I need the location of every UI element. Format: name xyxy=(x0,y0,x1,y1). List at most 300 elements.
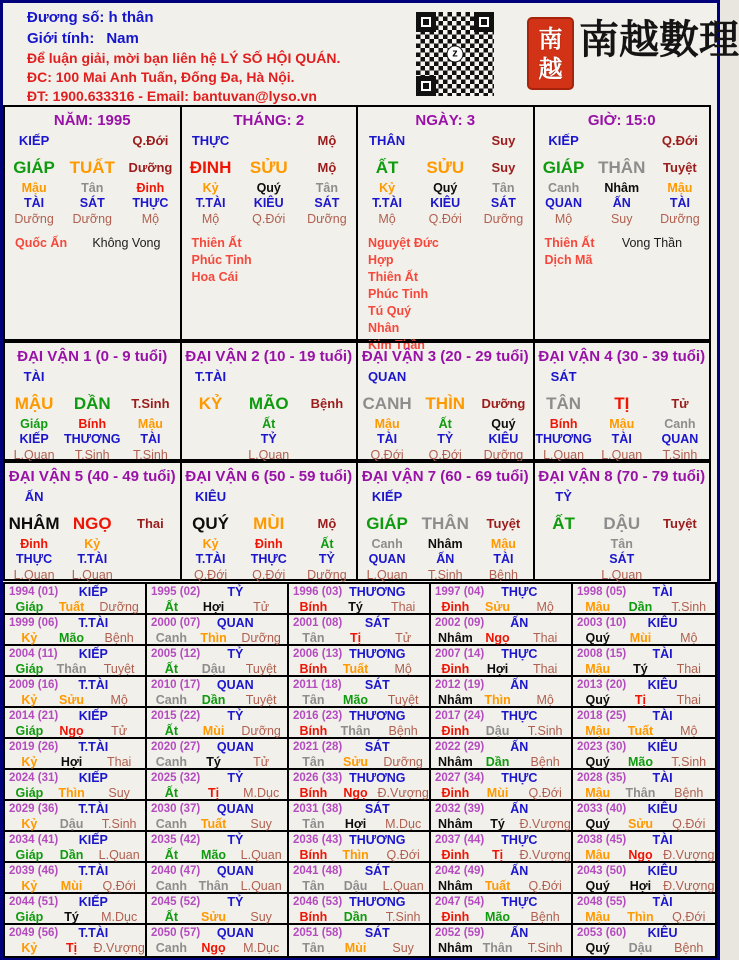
year-stage: Bệnh xyxy=(388,724,418,738)
daivan-6-god-stage xyxy=(298,489,356,510)
year-branch: Dậu xyxy=(485,724,510,738)
daivan-6-god: KIÊU xyxy=(195,489,227,504)
year-god: THỰC xyxy=(501,771,538,785)
year-label: 2027 (34) xyxy=(435,772,485,784)
year-cell-2014 xyxy=(5,708,147,739)
year-god: KIẾP xyxy=(78,833,108,847)
year-god: TỶ xyxy=(227,833,244,847)
year-stage: Q.Đới xyxy=(528,786,562,800)
daivan-5-spacer xyxy=(63,489,121,510)
daivan-1-hidden-stems-row xyxy=(5,417,180,432)
daivan-6-stem-branch-row xyxy=(182,510,357,537)
year-branch: Ngọ xyxy=(59,724,84,738)
year-cell-2002 xyxy=(431,615,573,646)
daivan-7-stem: GIÁP xyxy=(366,514,408,533)
year-branch: Mão xyxy=(627,755,653,769)
year-branch: Thìn xyxy=(200,631,227,645)
year-cell-detail xyxy=(9,848,145,863)
year-god: TỶ xyxy=(227,709,244,723)
pillar-month-branch: SỬU xyxy=(249,158,288,177)
daivan-2-hidden-1 xyxy=(182,417,240,432)
year-cell-header xyxy=(9,864,145,879)
year-cell-detail xyxy=(577,817,715,832)
year-branch: Mùi xyxy=(202,724,225,738)
year-stage: Mộ xyxy=(680,631,698,645)
pillar-month-title: THÁNG: 2 xyxy=(233,112,305,129)
year-cell-detail xyxy=(293,755,429,770)
year-cell-2008 xyxy=(573,646,715,677)
daivan-7-hidden-god-1: QUAN xyxy=(368,552,406,566)
daivan-1-gods-row xyxy=(5,432,180,447)
pillar-year-stars xyxy=(5,235,180,252)
daivan-1-hidden-god-3: TÀI xyxy=(140,432,161,446)
daivan-2-hidden-stems-row xyxy=(182,417,357,432)
year-stem: Nhâm xyxy=(438,631,473,645)
pillar-day-spacer xyxy=(416,133,474,154)
daivan-5-hidden-god-1: THỰC xyxy=(16,552,53,566)
year-cell-header xyxy=(9,709,145,724)
pillar-hour-god: KIẾP xyxy=(548,133,579,148)
year-cell-2033 xyxy=(573,801,715,832)
pillar-hour-stars xyxy=(535,235,710,269)
pillar-hour-stem: GIÁP xyxy=(542,158,585,177)
daivan-1-spacer xyxy=(63,369,121,390)
year-cell-header xyxy=(435,771,571,786)
daivan-8-stages-row xyxy=(535,567,710,584)
daivan-8-stem-branch-row xyxy=(535,510,710,537)
year-branch: Hợi xyxy=(202,600,225,614)
daivan-4-hidden-2: Mậu xyxy=(609,417,635,431)
year-cell-2020 xyxy=(147,739,289,770)
daivan-1-title: ĐẠI VẬN 1 (0 - 9 tuổi) xyxy=(17,348,168,365)
year-label: 1998 (05) xyxy=(577,586,627,598)
year-cell-detail xyxy=(151,693,287,708)
year-god: QUAN xyxy=(216,678,254,692)
year-branch: Tuất xyxy=(200,817,227,831)
pillar-day-hidden-stems-row xyxy=(358,181,533,196)
year-cell-detail xyxy=(577,879,715,894)
daivan-2-stem: KỶ xyxy=(198,394,223,413)
daivan-8-hidden-stems-row xyxy=(535,537,710,552)
daivan-6-hidden-stems-row xyxy=(182,537,357,552)
year-cell-detail xyxy=(151,910,287,925)
year-stage: Q.Đới xyxy=(672,910,706,924)
year-god: T.TÀI xyxy=(78,740,109,754)
pillar-day-stages-row xyxy=(358,211,533,228)
year-branch: Tị xyxy=(208,786,220,800)
year-stage: Thai xyxy=(676,662,701,676)
pillar-year-hidden-2: Tân xyxy=(81,181,104,195)
year-cell-detail xyxy=(151,631,287,646)
year-cell-header xyxy=(151,802,287,817)
daivan-5-god: ẤN xyxy=(24,489,44,504)
year-cell-header xyxy=(577,926,715,941)
year-stem: Đinh xyxy=(441,662,470,676)
year-cell-header xyxy=(577,864,715,879)
year-cell-header xyxy=(293,864,429,879)
qr-finder-icon xyxy=(416,12,436,32)
daivan-5-god-row xyxy=(5,489,180,510)
year-cell-header xyxy=(435,833,571,848)
pillar-day-hidden-stage-2: Q.Đới xyxy=(428,212,462,226)
gender-label: Giới tính: xyxy=(27,30,95,47)
year-stage: Đ.Vượng xyxy=(663,848,715,862)
year-cell-header xyxy=(151,709,287,724)
year-cell-header xyxy=(293,771,429,786)
year-god: THỰC xyxy=(501,585,538,599)
pillar-year-hidden-god-2: SÁT xyxy=(79,196,105,210)
pillar-year-stem-branch-row xyxy=(5,154,180,181)
pillar-day-star-2-1: Thiên Ất xyxy=(368,270,418,284)
year-cell-header xyxy=(293,802,429,817)
pillar-hour-star-1-2: Vong Thần xyxy=(621,236,683,250)
pillar-month-spacer xyxy=(240,133,298,154)
year-cell-detail xyxy=(435,941,571,956)
daivan-8-hidden-god-2: SÁT xyxy=(609,552,635,566)
daivan-1-branch: DẦN xyxy=(73,394,111,413)
year-branch: Tuất xyxy=(58,600,85,614)
daivan-4-hidden-3: Canh xyxy=(664,417,696,431)
pillar-month-hidden-god-3: SÁT xyxy=(314,196,340,210)
year-cell-detail xyxy=(435,662,571,677)
year-branch: Thân xyxy=(198,879,229,893)
qr-finder-icon xyxy=(474,12,494,32)
year-cell-detail xyxy=(151,662,287,677)
year-god: THƯƠNG xyxy=(349,647,406,661)
subject-name-line xyxy=(27,7,340,28)
pillar-year-hidden-stage-1: Dưỡng xyxy=(14,212,54,226)
pillar-month xyxy=(180,105,359,341)
year-stem: Mậu xyxy=(585,724,611,738)
daivan-2-hidden-3 xyxy=(298,417,356,432)
daivan-5-hidden-3 xyxy=(121,537,179,552)
year-cell-detail xyxy=(9,755,145,770)
year-cell-header xyxy=(435,709,571,724)
daivan-1-hidden-3: Mậu xyxy=(137,417,163,431)
daivan-8-hidden-stage-3 xyxy=(651,567,709,584)
year-cell-2046 xyxy=(289,894,431,925)
daivan-6-hidden-1: Kỷ xyxy=(202,537,219,551)
pillar-year-spacer xyxy=(63,133,121,154)
year-cell-2038 xyxy=(573,832,715,863)
year-cell-detail xyxy=(293,941,429,956)
pillar-hour-stage: Tuyệt xyxy=(663,160,697,175)
pillar-day-gods-row xyxy=(358,196,533,211)
year-cell-2003 xyxy=(573,615,715,646)
year-cell-header xyxy=(435,678,571,693)
year-cell-detail xyxy=(577,600,715,615)
year-cell-detail xyxy=(9,817,145,832)
year-cell-header xyxy=(151,895,287,910)
year-stage: Suy xyxy=(108,786,130,800)
year-label: 2006 (13) xyxy=(293,648,343,660)
year-cell-1995 xyxy=(147,584,289,615)
year-stage: M.Dục xyxy=(101,910,138,924)
pillar-day-hidden-god-2: KIÊU xyxy=(430,196,461,210)
year-god: TÀI xyxy=(652,895,673,909)
year-stem: Tân xyxy=(302,693,325,707)
daivan-3-spacer xyxy=(416,369,474,390)
year-god: QUAN xyxy=(216,740,254,754)
year-cell-1997 xyxy=(431,584,573,615)
year-label: 2038 (45) xyxy=(577,834,627,846)
year-stem: Mậu xyxy=(585,910,611,924)
daivan-3-hidden-stage-1: Q.Đới xyxy=(370,448,404,462)
pillar-month-hidden-2: Quý xyxy=(256,181,281,195)
year-cell-detail xyxy=(577,755,715,770)
year-cell-detail xyxy=(577,786,715,801)
year-label: 2010 (17) xyxy=(151,679,201,691)
daivan-4-stem-branch-row xyxy=(535,390,710,417)
year-cell-header xyxy=(9,802,145,817)
year-cell-detail xyxy=(151,755,287,770)
daivan-3-hidden-stage-3: Dưỡng xyxy=(483,448,524,462)
year-cell-2043 xyxy=(573,863,715,894)
year-cell-header xyxy=(9,926,145,941)
year-cell-detail xyxy=(435,600,571,615)
year-branch: Dần xyxy=(628,600,653,614)
year-label: 2035 (42) xyxy=(151,834,201,846)
year-label: 2043 (50) xyxy=(577,865,627,877)
year-cell-detail xyxy=(435,817,571,832)
daivan-3-hidden-1: Mậu xyxy=(374,417,400,431)
year-cell-2050 xyxy=(147,925,289,956)
daivan-7-hidden-stage-1: L.Quan xyxy=(366,568,408,582)
year-label: 2004 (11) xyxy=(9,648,58,660)
year-cell-detail xyxy=(435,693,571,708)
year-label: 2024 (31) xyxy=(9,772,59,784)
year-stage: Bệnh xyxy=(530,910,560,924)
seal-char-bottom: 越 xyxy=(538,53,563,83)
daivan-8-god-stage xyxy=(651,489,709,510)
year-stage: T.Sinh xyxy=(527,724,563,738)
daivan-7-title: ĐẠI VẬN 7 (60 - 69 tuổi) xyxy=(361,468,529,485)
year-cell-2005 xyxy=(147,646,289,677)
year-cell-detail xyxy=(151,786,287,801)
pillar-hour-spacer xyxy=(593,133,651,154)
year-cell-detail xyxy=(293,600,429,615)
year-label: 2015 (22) xyxy=(151,710,201,722)
daivan-5-hidden-god-3 xyxy=(121,552,179,567)
daivan-4-hidden-stage-1: L.Quan xyxy=(543,448,585,462)
year-stage: Dưỡng xyxy=(241,724,281,738)
year-cell-2006 xyxy=(289,646,431,677)
year-cell-detail xyxy=(435,631,571,646)
year-label: 2029 (36) xyxy=(9,803,59,815)
year-branch: Thân xyxy=(340,724,371,738)
daivan-6-hidden-3: Ất xyxy=(320,537,334,551)
year-cell-header xyxy=(293,895,429,910)
daivan-6-hidden-stage-1: Q.Đới xyxy=(193,568,228,582)
daivan-7-hidden-3: Mậu xyxy=(490,537,516,551)
pillar-hour-god-stage: Q.Đới xyxy=(661,133,698,148)
daivan-2-gods-row xyxy=(182,432,357,447)
daivan-8-god-row xyxy=(535,489,710,510)
daivan-6-hidden-god-2: THỰC xyxy=(250,552,287,566)
year-cell-header xyxy=(293,740,429,755)
year-cell-header xyxy=(577,895,715,910)
daivan-5-hidden-stage-1: L.Quan xyxy=(13,568,55,582)
year-cell-detail xyxy=(577,941,715,956)
year-stage: Mộ xyxy=(536,693,554,707)
pillar-year-stem: GIÁP xyxy=(13,158,55,177)
year-branch: Dậu xyxy=(59,817,84,831)
year-stem: Bính xyxy=(299,724,328,738)
year-label: 2014 (21) xyxy=(9,710,59,722)
year-label: 2012 (19) xyxy=(435,679,485,691)
pillar-month-stage: Mộ xyxy=(317,160,337,175)
year-stage: T.Sinh xyxy=(671,755,707,769)
year-stage: M.Dục xyxy=(243,941,280,955)
year-cell-detail xyxy=(293,848,429,863)
year-stem: Tân xyxy=(302,755,325,769)
year-branch: Dậu xyxy=(201,662,226,676)
pillar-year-god-row xyxy=(5,133,180,154)
year-branch: Tị xyxy=(66,941,78,955)
year-label: 2034 (41) xyxy=(9,834,59,846)
year-god: QUAN xyxy=(216,864,254,878)
year-branch: Sửu xyxy=(627,817,653,831)
year-god: KIÊU xyxy=(647,616,678,630)
year-cell-detail xyxy=(577,693,715,708)
year-god: ẤN xyxy=(510,926,529,940)
pillar-day-hidden-2: Quý xyxy=(433,181,458,195)
daivan-6-hidden-2: Đinh xyxy=(254,537,283,551)
pillar-year-hidden-3: Đinh xyxy=(136,181,165,195)
year-label: 2036 (43) xyxy=(293,834,343,846)
year-stage: Đ.Vượng xyxy=(377,786,429,800)
year-stage: Tử xyxy=(253,755,270,769)
year-cell-2051 xyxy=(289,925,431,956)
year-cell-detail xyxy=(151,941,287,956)
year-cell-header xyxy=(293,833,429,848)
year-stem: Kỷ xyxy=(21,817,38,831)
year-stage: T.Sinh xyxy=(101,817,137,831)
year-label: 1994 (01) xyxy=(9,586,59,598)
year-label: 2046 (53) xyxy=(293,896,343,908)
year-cell-header xyxy=(577,709,715,724)
pillar-day-star-line-3 xyxy=(368,286,533,303)
year-cell-2025 xyxy=(147,770,289,801)
year-stem: Tân xyxy=(302,631,325,645)
year-cell-header xyxy=(9,616,145,631)
year-cell-detail xyxy=(151,879,287,894)
daivan-8-hidden-1 xyxy=(535,537,593,552)
daivan-5-hidden-1: Đinh xyxy=(20,537,48,551)
year-label: 2045 (52) xyxy=(151,896,201,908)
year-label: 2005 (12) xyxy=(151,648,201,660)
daivan-4-hidden-stage-2: L.Quan xyxy=(601,448,643,462)
pillar-year xyxy=(3,105,182,341)
pillar-year-star-line-1 xyxy=(15,235,180,252)
pillar-hour-hidden-stage-2: Suy xyxy=(610,212,633,226)
year-cell-header xyxy=(151,585,287,600)
year-branch: Tị xyxy=(492,848,504,862)
year-branch: Sửu xyxy=(343,755,369,769)
pillar-hour-hidden-stage-1: Mộ xyxy=(554,212,573,226)
year-cell-2001 xyxy=(289,615,431,646)
year-branch: Tuất xyxy=(484,879,511,893)
year-god: SÁT xyxy=(364,678,390,692)
year-stage: T.Sinh xyxy=(385,910,421,924)
pillar-year-hidden-god-3: THỰC xyxy=(132,196,169,210)
year-branch: Thìn xyxy=(58,786,85,800)
year-cell-2015 xyxy=(147,708,289,739)
daivan-3-stem-branch-row xyxy=(358,390,533,417)
year-branch: Dần xyxy=(485,755,510,769)
daivan-7-hidden-god-2: ẤN xyxy=(436,552,455,566)
daivan-3-hidden-2: Ất xyxy=(438,417,452,431)
pillar-hour xyxy=(533,105,712,341)
daivan-7-stage: Tuyệt xyxy=(486,516,521,531)
year-stage: Bệnh xyxy=(104,631,134,645)
pillar-year-hidden-god-1: TÀI xyxy=(24,196,45,210)
year-cell-detail xyxy=(435,910,571,925)
year-cell-2023 xyxy=(573,739,715,770)
year-branch: Dần xyxy=(343,910,368,924)
year-cell-2040 xyxy=(147,863,289,894)
daivan-7-god-stage xyxy=(474,489,532,510)
year-cell-detail xyxy=(9,600,145,615)
daivan-1-god-stage xyxy=(121,369,179,390)
daivan-4-hidden-god-1: THƯƠNG xyxy=(535,432,592,446)
daivan-6-stages-row xyxy=(182,567,357,584)
daivan-3-hidden-god-3: KIÊU xyxy=(488,432,519,446)
year-cell-detail xyxy=(9,693,145,708)
daivan-3-stem: CANH xyxy=(362,394,412,413)
year-cell-2039 xyxy=(5,863,147,894)
pillar-day-star-line-2 xyxy=(368,269,533,286)
daivan-3-gods-row xyxy=(358,432,533,447)
pillar-hour-branch: THÂN xyxy=(598,158,646,177)
daivan-8 xyxy=(533,461,712,581)
year-stem: Canh xyxy=(155,693,188,707)
pillar-day-hidden-stage-1: Mộ xyxy=(378,212,396,226)
qr-finder-icon xyxy=(416,76,436,96)
year-cell-detail xyxy=(293,786,429,801)
daivan-5-stage: Thai xyxy=(137,516,164,531)
daivan-5-gods-row xyxy=(5,552,180,567)
year-god: T.TÀI xyxy=(78,616,109,630)
daivan-2 xyxy=(180,341,359,461)
year-stem: Mậu xyxy=(585,600,611,614)
year-cell-header xyxy=(151,678,287,693)
daivan-5-stem: NHÂM xyxy=(8,514,60,533)
year-god: TÀI xyxy=(652,771,673,785)
year-stem: Tân xyxy=(302,817,325,831)
daivan-4-hidden-stage-3: T.Sinh xyxy=(662,448,698,462)
year-label: 2017 (24) xyxy=(435,710,485,722)
daivan-3-hidden-stage-2: Q.Đới xyxy=(428,448,462,462)
year-cell-2012 xyxy=(431,677,573,708)
pillar-hour-hidden-god-1: QUAN xyxy=(545,196,582,210)
pillar-month-star-line-3 xyxy=(192,269,357,286)
year-stage: Tuyệt xyxy=(387,693,419,707)
year-stem: Nhâm xyxy=(438,693,473,707)
year-cell-header xyxy=(9,647,145,662)
pillar-month-hidden-god-2: KIÊU xyxy=(253,196,284,210)
pillar-month-hidden-3: Tân xyxy=(315,181,339,195)
year-label: 2013 (20) xyxy=(577,679,627,691)
year-cell-header xyxy=(435,802,571,817)
pillar-hour-star-2-1: Dịch Mã xyxy=(544,253,593,267)
year-god: KIẾP xyxy=(78,647,108,661)
year-stage: Tử xyxy=(253,600,270,614)
year-stem: Tân xyxy=(302,879,325,893)
pillar-day-stem: ẤT xyxy=(375,158,399,177)
gender-line xyxy=(27,28,340,49)
pillar-hour-hidden-2: Nhâm xyxy=(604,181,640,195)
